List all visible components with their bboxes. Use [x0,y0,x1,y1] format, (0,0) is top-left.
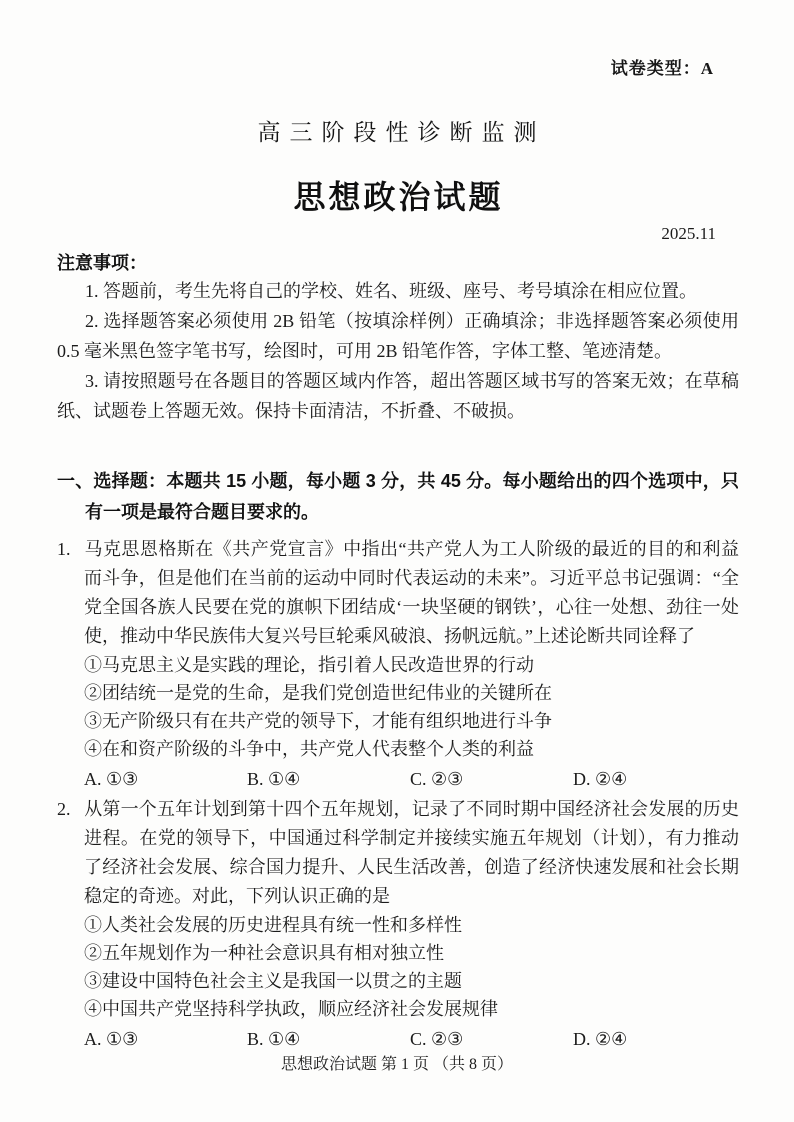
question-1-option-a: A. ①③ [84,769,139,789]
exam-title: 高三阶段性诊断监测 [257,120,546,145]
question-1-statement-1: ①马克思主义是实践的理论，指引着人民改造世界的行动 [84,655,534,675]
question-1-option-d: D. ②④ [573,769,628,789]
page-footer: 思想政治试题 第 1 页 （共 8 页） [280,1056,513,1073]
exam-type-label: 试卷类型：A [610,59,714,78]
question-2-number: 2. [57,799,71,819]
question-2-text: 从第一个五年计划到第十四个五年规划，记录了不同时期中国经济社会发展的历史进程。在党的领导下，中国通过科学制定并接续实施五年规划（计划），有力推动了经济社会发展、综合国力提升、人民生活改善，创造了经济快速发展和社会长期稳定的奇迹。对此，下列认识正确的是 [84,799,739,906]
question-1-stem [57,535,739,651]
exam-subtitle: 思想政治试题 [293,179,504,215]
question-2 [57,795,739,1053]
question-2-option-b: B. ①④ [247,1029,301,1049]
question-1 [57,535,739,793]
question-1-number: 1. [57,539,71,559]
exam-date: 2025.11 [661,224,716,243]
question-1-options [57,765,739,793]
section-heading-multiple-choice: 一、选择题：本题共 15 小题，每小题 3 分，共 45 分。每小题给出的四个选项中，只有一项是最符合题目要求的。 [57,471,739,522]
question-1-statement-4: ④在和资产阶级的斗争中，共产党人代表整个人类的利益 [84,739,534,759]
notice-item-1: 1. 答题前，考生先将自己的学校、姓名、班级、座号、考号填涂在相应位置。 [85,281,697,301]
question-2-option-a: A. ①③ [84,1029,139,1049]
question-2-options [57,1025,739,1053]
question-2-statement-2: ②五年规划作为一种社会意识具有相对独立性 [84,943,444,963]
exam-body [0,250,794,1053]
notice-item-3: 3. 请按照题号在各题目的答题区域内作答，超出答题区域书写的答案无效；在草稿纸、试题卷上答题无效。保持卡面清洁，不折叠、不破损。 [57,371,739,421]
question-1-statement-2: ②团结统一是党的生命，是我们党创造世纪伟业的关键所在 [84,683,552,703]
question-1-option-c: C. ②③ [410,769,464,789]
question-1-option-b: B. ①④ [247,769,301,789]
question-2-statement-4: ④中国共产党坚持科学执政，顺应经济社会发展规律 [84,999,498,1019]
notice-heading: 注意事项： [57,253,147,273]
question-2-stem [57,795,739,911]
question-2-statement-3: ③建设中国特色社会主义是我国一以贯之的主题 [84,971,462,991]
question-1-text: 马克思恩格斯在《共产党宣言》中指出“共产党人为工人阶级的最近的目的和利益而斗争，但是他们在当前的运动中同时代表运动的未来”。习近平总书记强调：“全党全国各族人民要在党的旗帜下团结成‘一块坚硬的钢铁’，心往一处想、劲往一处使，推动中华民族伟大复兴号巨轮乘风破浪、扬帆远航。”上述论断共同诠释了 [84,539,739,646]
notice-item-2: 2. 选择题答案必须使用 2B 铅笔（按填涂样例）正确填涂；非选择题答案必须使用 0.5 毫米黑色签字笔书写，绘图时，可用 2B 铅笔作答，字体工整、笔迹清楚。 [57,311,739,361]
question-1-statement-3: ③无产阶级只有在共产党的领导下，才能有组织地进行斗争 [84,711,552,731]
question-2-option-d: D. ②④ [573,1029,628,1049]
question-2-statement-1: ①人类社会发展的历史进程具有统一性和多样性 [84,915,462,935]
question-2-option-c: C. ②③ [410,1029,464,1049]
